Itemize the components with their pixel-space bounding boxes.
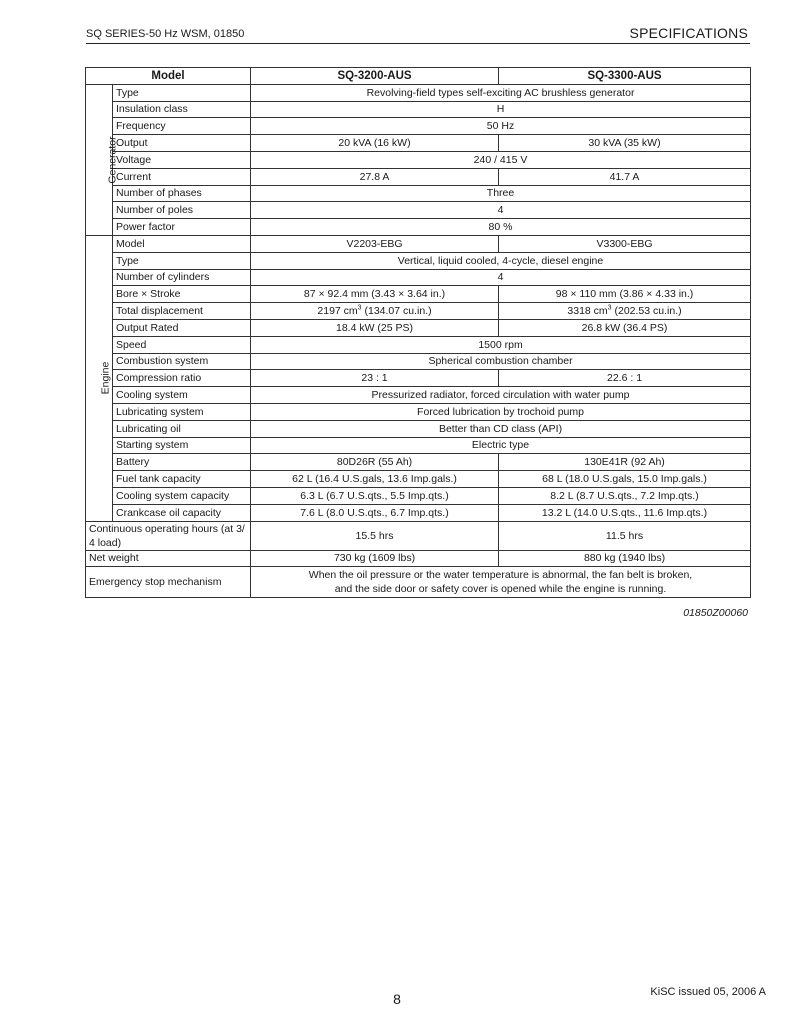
row-label: Lubricating system [113,403,251,420]
row-value: H [251,101,751,118]
row-value: Vertical, liquid cooled, 4-cycle, diesel engine [251,252,751,269]
table-row [86,471,751,488]
row-value-1: 6.3 L (6.7 U.S.qts., 5.5 Imp.qts.) [251,487,499,504]
table-row [86,437,751,454]
table-row [86,202,751,219]
row-value-1: 2197 $cm^3$ (134.07 cu.in.) [251,303,499,320]
row-label: Power factor [113,219,251,236]
row-label: Crankcase oil capacity [113,504,251,521]
row-label: Frequency [113,118,251,135]
group-engine: Engine [86,235,113,521]
row-value-1: 7.6 L (8.0 U.S.qts., 6.7 Imp.qts.) [251,504,499,521]
row-label: Lubricating oil [113,420,251,437]
figure-reference: 01850Z00060 [683,607,748,619]
table-row [86,135,751,152]
row-value-1: 62 L (16.4 U.S.gals, 13.6 Imp.gals.) [251,471,499,488]
row-value: Better than CD class (API) [251,420,751,437]
row-label: Combustion system [113,353,251,370]
header-manual-title: SQ SERIES-50 Hz WSM, 01850 [86,28,245,40]
table-row [86,286,751,303]
row-label: Cooling system capacity [113,487,251,504]
issued-note: KiSC issued 05, 2006 A [650,986,766,998]
row-value-2: V3300-EBG [499,235,751,252]
row-label: Continuous operating hours (at 3/ 4 load) [86,521,251,550]
row-label: Voltage [113,151,251,168]
row-value-1: 87 × 92.4 mm (3.43 × 3.64 in.) [251,286,499,303]
row-label: Number of cylinders [113,269,251,286]
row-label: Type [113,84,251,101]
row-value: Spherical combustion chamber [251,353,751,370]
table-row [86,151,751,168]
table-header-row [86,68,751,85]
row-label: Cooling system [113,387,251,404]
table-row [86,269,751,286]
row-label: Output [113,135,251,152]
row-value: 240 / 415 V [251,151,751,168]
row-value-1: 27.8 A [251,168,499,185]
table-row [86,403,751,420]
row-label: Bore × Stroke [113,286,251,303]
table-row [86,550,751,567]
row-value-1: 18.4 kW (25 PS) [251,319,499,336]
row-label: Compression ratio [113,370,251,387]
row-value-2: 11.5 hrs [499,521,751,550]
row-label: Battery [113,454,251,471]
header-model-1: SQ-3200-AUS [251,68,499,85]
row-value-1: V2203-EBG [251,235,499,252]
row-label: Total displacement [113,303,251,320]
row-value-2: 22.6 : 1 [499,370,751,387]
row-value: Electric type [251,437,751,454]
row-label: Model [113,235,251,252]
row-label: Speed [113,336,251,353]
table-row [86,521,751,550]
table-row [86,252,751,269]
header-model: Model [86,68,251,85]
row-value-2: 98 × 110 mm (3.86 × 4.33 in.) [499,286,751,303]
group-generator: Generator [86,84,113,235]
row-value: 4 [251,202,751,219]
row-label: Number of phases [113,185,251,202]
row-value-2: 41.7 A [499,168,751,185]
row-value-1: 15.5 hrs [251,521,499,550]
row-value-2: 130E41R (92 Ah) [499,454,751,471]
row-value-2: 68 L (18.0 U.S.gals, 15.0 Imp.gals.) [499,471,751,488]
row-label: Insulation class [113,101,251,118]
emergency-line-2: and the side door or safety cover is opened while the engine is running. [334,583,667,596]
row-value-2: 3318 $cm^3$ (202.53 cu.in.) [499,303,751,320]
row-value-2: 880 kg (1940 lbs) [499,550,751,567]
row-value: 80 % [251,219,751,236]
header-model-2: SQ-3300-AUS [499,68,751,85]
row-label: Current [113,168,251,185]
table-row [86,219,751,236]
row-value: Pressurized radiator, forced circulation with water pump [251,387,751,404]
table-row [86,101,751,118]
table-row [86,303,751,320]
table-row [86,454,751,471]
header-section-title: SPECIFICATIONS [629,25,748,41]
row-label: Net weight [86,550,251,567]
row-value: Forced lubrication by trochoid pump [251,403,751,420]
table-row [86,504,751,521]
table-row [86,118,751,135]
specifications-table [85,67,751,598]
row-label: Output Rated [113,319,251,336]
row-value-1: 20 kVA (16 kW) [251,135,499,152]
table-row [86,567,751,598]
emergency-line-1: When the oil pressure or the water temperature is abnormal, the fan belt is broken, [308,569,693,582]
row-value-2: 13.2 L (14.0 U.S.qts., 11.6 Imp.qts.) [499,504,751,521]
table-row [86,185,751,202]
row-value-1: 23 : 1 [251,370,499,387]
table-row [86,84,751,101]
table-row [86,336,751,353]
table-row [86,370,751,387]
row-value: 1500 rpm [251,336,751,353]
row-value: Three [251,185,751,202]
row-value [251,567,751,598]
table-row [86,319,751,336]
row-value: Revolving-field types self-exciting AC brushless generator [251,84,751,101]
row-label: Fuel tank capacity [113,471,251,488]
row-value-1: 730 kg (1609 lbs) [251,550,499,567]
table-row [86,420,751,437]
table-row [86,353,751,370]
row-value-2: 8.2 L (8.7 U.S.qts., 7.2 Imp.qts.) [499,487,751,504]
header-rule [86,43,750,44]
row-value-2: 30 kVA (35 kW) [499,135,751,152]
table-row [86,235,751,252]
page-number: 8 [393,991,401,1007]
row-value: 4 [251,269,751,286]
row-value: 50 Hz [251,118,751,135]
row-value-2: 26.8 kW (36.4 PS) [499,319,751,336]
row-label: Type [113,252,251,269]
row-value-1: 80D26R (55 Ah) [251,454,499,471]
row-label: Starting system [113,437,251,454]
table-row [86,168,751,185]
row-label: Emergency stop mechanism [86,567,251,598]
row-label: Number of poles [113,202,251,219]
table-row [86,487,751,504]
table-row [86,387,751,404]
